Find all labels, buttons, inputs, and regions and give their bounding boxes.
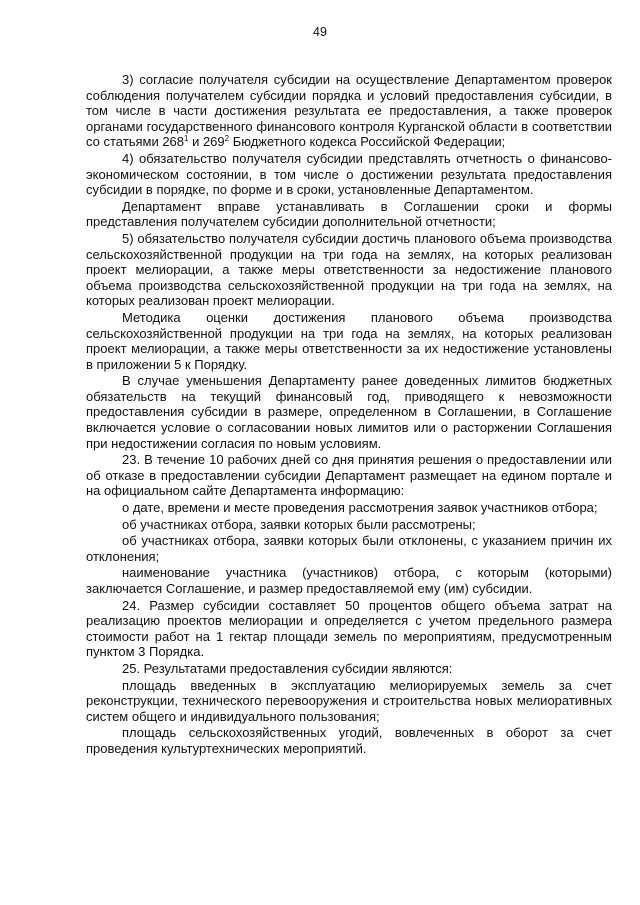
paragraph-clause-23: 23. В течение 10 рабочих дней со дня принятия решения о предоставлении или об отказе в предоставлении субсидии Департамент размещает на едином портале и на официальном сайте Департамента информацию: [86,452,612,499]
paragraph-consent-inspections [86,72,612,150]
paragraph-text: и 269 [188,134,225,150]
paragraph-clause-25: 25. Результатами предоставления субсидии являются: [122,660,453,676]
paragraph-limits-reduction: В случае уменьшения Департаменту ранее доведенных лимитов бюджетных обязательств на текущий финансовый год, приводящего к невозможности предоставления субсидии в размере, определенном в Соглашении, в Соглашение включается условие о согласовании новых лимитов или о расторжении Соглашения при недостижении согласия по новым условиям. [86,373,612,451]
paragraph-reporting-obligation: 4) обязательство получателя субсидии представлять отчетность о финансово-экономическом состоянии, в том числе о достижении результата предоставления субсидии в порядке, по форме и в сроки, установленные Департаментом. [86,150,612,198]
result-item-reclaimed-land: площадь введенных в эксплуатацию мелиорируемых земель за счет реконструкции, технического перевооружения и строительства новых мелиоративных систем общего и индивидуального пользования; [86,677,612,724]
list-item-rejected: об участниках отбора, заявки которых были отклонены, с указанием причин их отклонения; [86,533,612,564]
list-item-participant: наименование участника (участников) отбора, с которым (которыми) заключается Соглашение, и размер предоставляемой ему (им) субсидии. [86,565,612,596]
superscript: 2 [224,134,230,144]
paragraph-methodology: Методика оценки достижения планового объема производства сельскохозяйственной продукции на три года на землях, на которых реализован проект мелиорации, а также меры ответственности за их недостижение установлены в приложении 5 к Порядку. [86,309,612,372]
list-item-reviewed: об участниках отбора, заявки которых были рассмотрены; [122,516,476,532]
page-number: 49 [313,25,327,39]
paragraph-clause-24: 24. Размер субсидии составляет 50 процентов общего объема затрат на реализацию проектов мелиорации и определяется с учетом предельного размера стоимости работ на 1 гектар площади земель по мероприятиям, предусмотренным пунктом 3 Порядка. [86,597,612,660]
result-item-agricultural-land: площадь сельскохозяйственных угодий, вовлеченных в оборот за счет проведения культуртехнических мероприятий. [86,725,612,756]
document-body [86,72,612,757]
paragraph-text: Бюджетного кодекса Российской Федерации; [229,134,506,150]
superscript: 1 [184,134,189,144]
list-item-date-time: о дате, времени и месте проведения рассмотрения заявок участников отбора; [122,500,598,516]
paragraph-additional-reporting: Департамент вправе устанавливать в Соглашении сроки и формы представления получателем субсидии дополнительной отчетности; [86,198,612,230]
paragraph-text: 3) согласие получателя субсидии на осуществление Департаментом проверок соблюдения получателем субсидии порядка и условий предоставления субсидии, в том числе в части достижения результата ее предоставления, а также проверок органами государственного финансового контроля Курганской области в соответствии со статьями 268 [86,72,612,150]
paragraph-production-obligation: 5) обязательство получателя субсидии достичь планового объема производства сельскохозяйственной продукции на три года на землях, на которых реализован проект мелиорации, а также меры ответственности за недостижение планового объема производства сельскохозяйственной продукции на три года на землях, на которых реализован проект мелиорации. [86,230,612,309]
